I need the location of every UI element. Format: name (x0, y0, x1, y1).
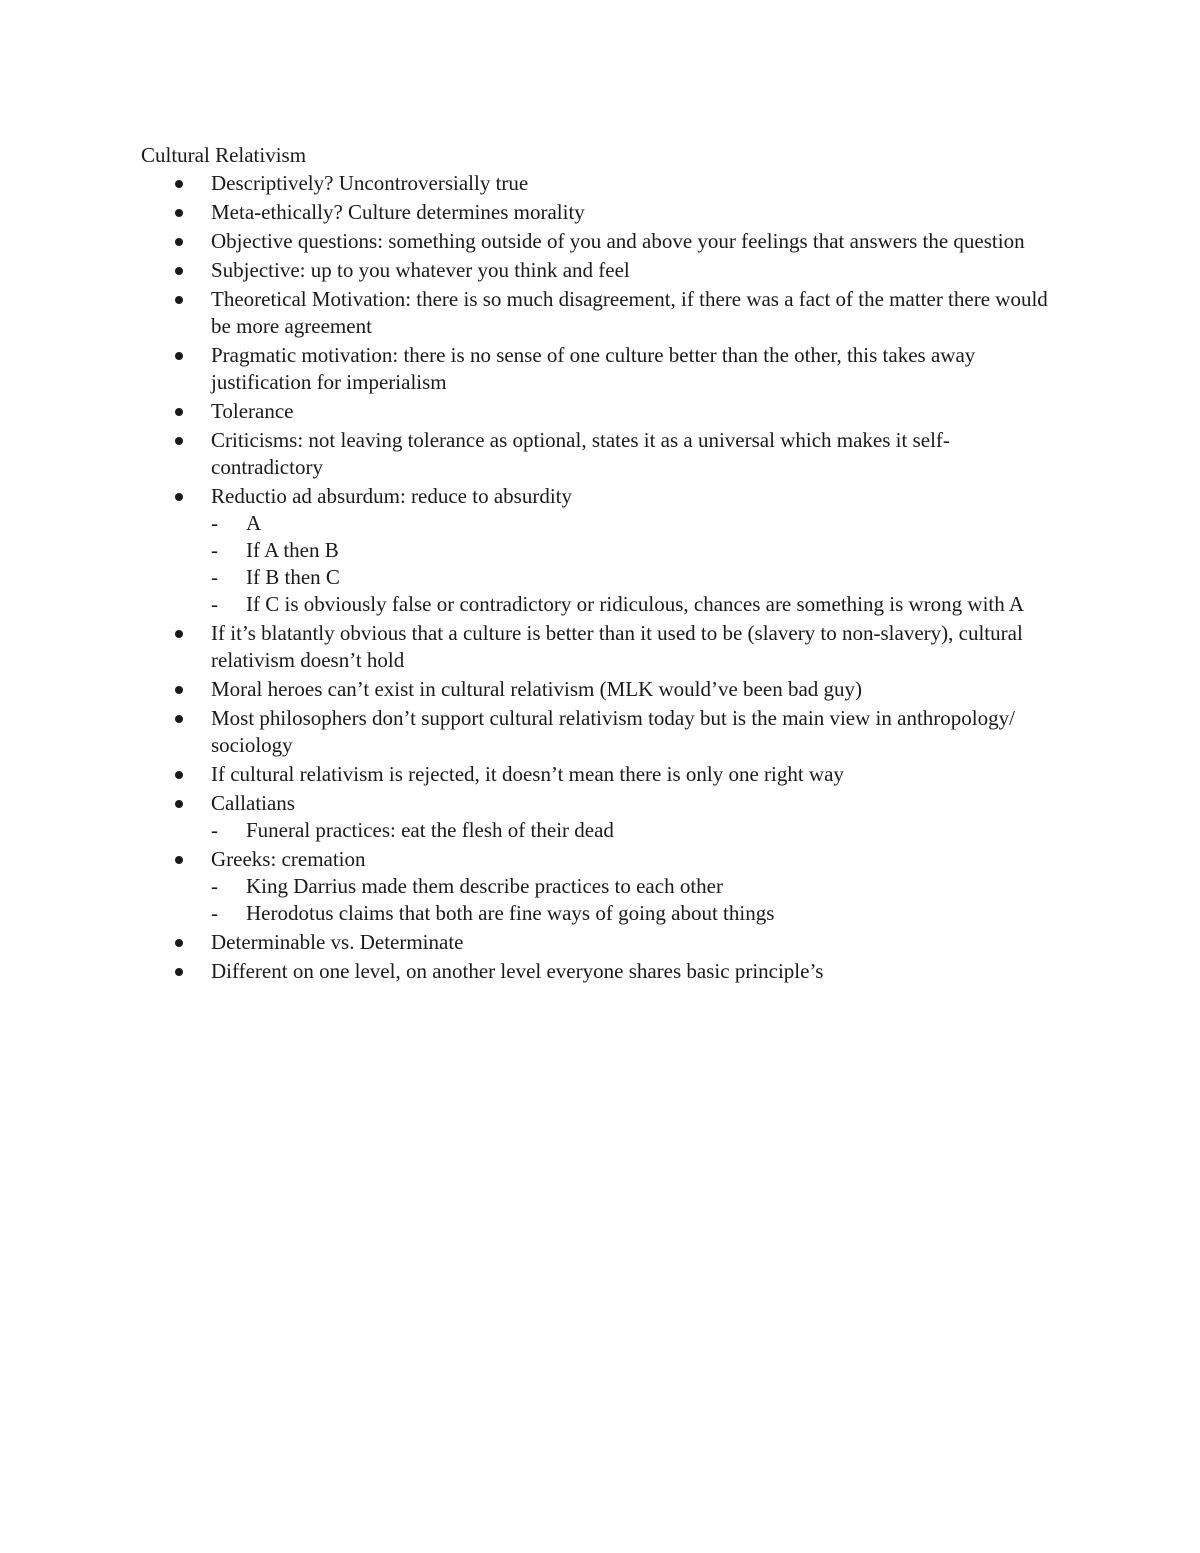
list-item (141, 846, 1061, 927)
list-item-text: Different on one level, on another level everyone shares basic principle’s (211, 959, 824, 983)
dash-marker: - (211, 818, 218, 842)
list-item (141, 676, 1061, 703)
sub-list-item (211, 873, 1061, 900)
sub-list (211, 873, 1061, 927)
list-item-text: Criticisms: not leaving tolerance as optional, states it as a universal which makes it self-contradictory (211, 428, 950, 479)
sub-list-item (211, 510, 1061, 537)
list-item (141, 790, 1061, 844)
bullet-icon (175, 939, 183, 947)
bullet-icon (175, 630, 183, 638)
list-item-text: Tolerance (211, 399, 294, 423)
list-item (141, 228, 1061, 255)
bullet-icon (175, 715, 183, 723)
list-item (141, 929, 1061, 956)
list-item-text: Determinable vs. Determinate (211, 930, 464, 954)
sub-list-item (211, 817, 1061, 844)
sub-list (211, 817, 1061, 844)
list-item-text: Callatians (211, 791, 295, 815)
bullet-icon (175, 437, 183, 445)
dash-marker: - (211, 874, 218, 898)
bullet-icon (175, 209, 183, 217)
list-item-text: Most philosophers don’t support cultural relativism today but is the main view in anthropology/ sociology (211, 706, 1015, 757)
bullet-icon (175, 352, 183, 360)
list-item-text: If cultural relativism is rejected, it doesn’t mean there is only one right way (211, 762, 844, 786)
bullet-icon (175, 296, 183, 304)
list-item (141, 761, 1061, 788)
sub-list-item-text: A (246, 511, 262, 535)
list-item-text: Pragmatic motivation: there is no sense of one culture better than the other, this takes away justification for imperialism (211, 343, 976, 394)
bullet-icon (175, 771, 183, 779)
sub-list-item-text: If A then B (246, 538, 339, 562)
list-item (141, 705, 1061, 759)
bullet-icon (175, 238, 183, 246)
list-item (141, 398, 1061, 425)
list-item-text: Objective questions: something outside of you and above your feelings that answers the question (211, 229, 1025, 253)
list-item-text: Descriptively? Uncontroversially true (211, 171, 529, 195)
document-title: Cultural Relativism (141, 143, 307, 167)
sub-list (211, 510, 1061, 618)
list-item (141, 620, 1061, 674)
bullet-icon (175, 180, 183, 188)
sub-list-item-text: King Darrius made them describe practices to each other (246, 874, 723, 898)
bullet-icon (175, 408, 183, 416)
list-item-text: Greeks: cremation (211, 847, 366, 871)
list-item (141, 342, 1061, 396)
sub-list-item (211, 537, 1061, 564)
bullet-list (141, 170, 1061, 985)
sub-list-item (211, 564, 1061, 591)
sub-list-item (211, 900, 1061, 927)
list-item-text: Moral heroes can’t exist in cultural relativism (MLK would’ve been bad guy) (211, 677, 863, 701)
list-item-text: If it’s blatantly obvious that a culture is better than it used to be (slavery to non-slavery), cultural relativism doesn’t hold (211, 621, 1023, 672)
bullet-icon (175, 493, 183, 501)
bullet-icon (175, 267, 183, 275)
list-item (141, 958, 1061, 985)
dash-marker: - (211, 538, 218, 562)
document-body (141, 140, 1061, 987)
bullet-icon (175, 968, 183, 976)
dash-marker: - (211, 565, 218, 589)
sub-list-item-text: Funeral practices: eat the flesh of their dead (246, 818, 614, 842)
bullet-icon (175, 686, 183, 694)
list-item-text: Subjective: up to you whatever you think and feel (211, 258, 630, 282)
sub-list-item (211, 591, 1061, 618)
dash-marker: - (211, 901, 218, 925)
list-item (141, 483, 1061, 618)
list-item (141, 427, 1061, 481)
bullet-icon (175, 800, 183, 808)
list-item-text: Theoretical Motivation: there is so much disagreement, if there was a fact of the matter there would be more agreement (211, 287, 1048, 338)
sub-list-item-text: If C is obviously false or contradictory or ridiculous, chances are something is wrong with A (246, 592, 1025, 616)
list-item (141, 170, 1061, 197)
sub-list-item-text: Herodotus claims that both are fine ways of going about things (246, 901, 775, 925)
list-item-text: Reductio ad absurdum: reduce to absurdity (211, 484, 572, 508)
list-item (141, 257, 1061, 284)
dash-marker: - (211, 592, 218, 616)
list-item-text: Meta-ethically? Culture determines morality (211, 200, 585, 224)
sub-list-item-text: If B then C (246, 565, 340, 589)
list-item (141, 199, 1061, 226)
list-item (141, 286, 1061, 340)
bullet-icon (175, 856, 183, 864)
dash-marker: - (211, 511, 218, 535)
